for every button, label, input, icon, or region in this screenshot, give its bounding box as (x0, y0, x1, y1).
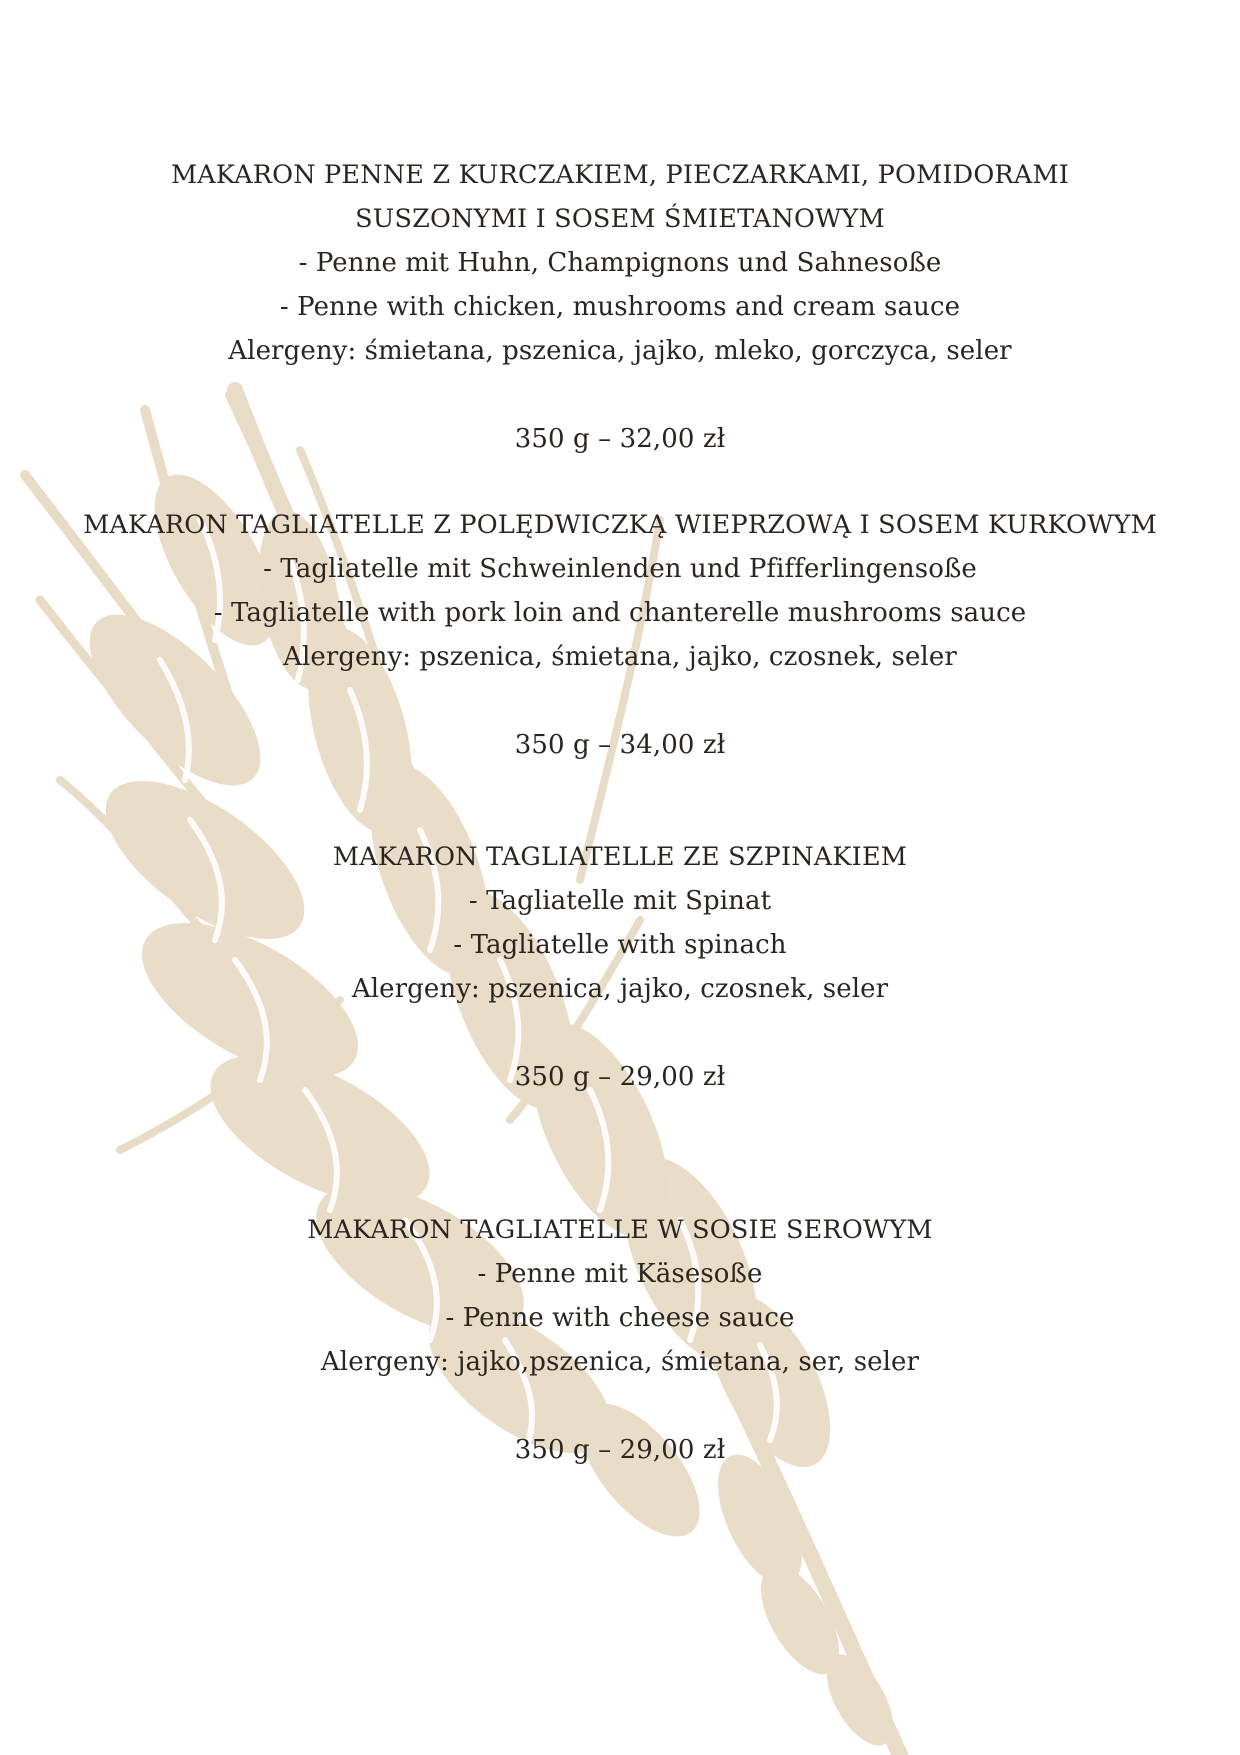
dish-description-english: - Tagliatelle with spinach (453, 930, 787, 960)
dish-title-continued: SUSZONYMI I SOSEM ŚMIETANOWYM (355, 204, 885, 234)
dish-description-german: - Penne mit Käsesoße (477, 1259, 763, 1289)
dish-description-english: - Penne with cheese sauce (445, 1303, 795, 1333)
dish-description-english: - Tagliatelle with pork loin and chanterelle mushrooms sauce (213, 598, 1027, 628)
menu-item (0, 1208, 1240, 1472)
menu-item (0, 503, 1240, 767)
dish-price: 350 g – 32,00 zł (514, 424, 726, 454)
dish-allergens: Alergeny: pszenica, jajko, czosnek, seler (351, 974, 889, 1004)
dish-allergens: Alergeny: jajko,pszenica, śmietana, ser, seler (320, 1347, 920, 1377)
dish-description-german: - Tagliatelle mit Schweinlenden und Pfifferlingensoße (263, 554, 977, 584)
dish-price: 350 g – 29,00 zł (514, 1435, 726, 1465)
menu-item (0, 153, 1240, 461)
dish-allergens: Alergeny: śmietana, pszenica, jajko, mleko, gorczyca, seler (228, 336, 1012, 366)
dish-description-german: - Penne mit Huhn, Champignons und Sahnesoße (298, 248, 942, 278)
dish-title: MAKARON PENNE Z KURCZAKIEM, PIECZARKAMI, POMIDORAMI (170, 160, 1070, 190)
dish-price: 350 g – 29,00 zł (514, 1062, 726, 1092)
dish-title: MAKARON TAGLIATELLE ZE SZPINAKIEM (332, 842, 908, 872)
dish-title: MAKARON TAGLIATELLE Z POLĘDWICZKĄ WIEPRZOWĄ I SOSEM KURKOWYM (83, 510, 1157, 540)
dish-price: 350 g – 34,00 zł (514, 730, 726, 760)
dish-allergens: Alergeny: pszenica, śmietana, jajko, czosnek, seler (283, 642, 957, 672)
dish-description-german: - Tagliatelle mit Spinat (468, 886, 772, 916)
dish-title: MAKARON TAGLIATELLE W SOSIE SEROWYM (307, 1215, 933, 1245)
menu-item (0, 835, 1240, 1099)
dish-description-english: - Penne with chicken, mushrooms and cream sauce (279, 292, 961, 322)
